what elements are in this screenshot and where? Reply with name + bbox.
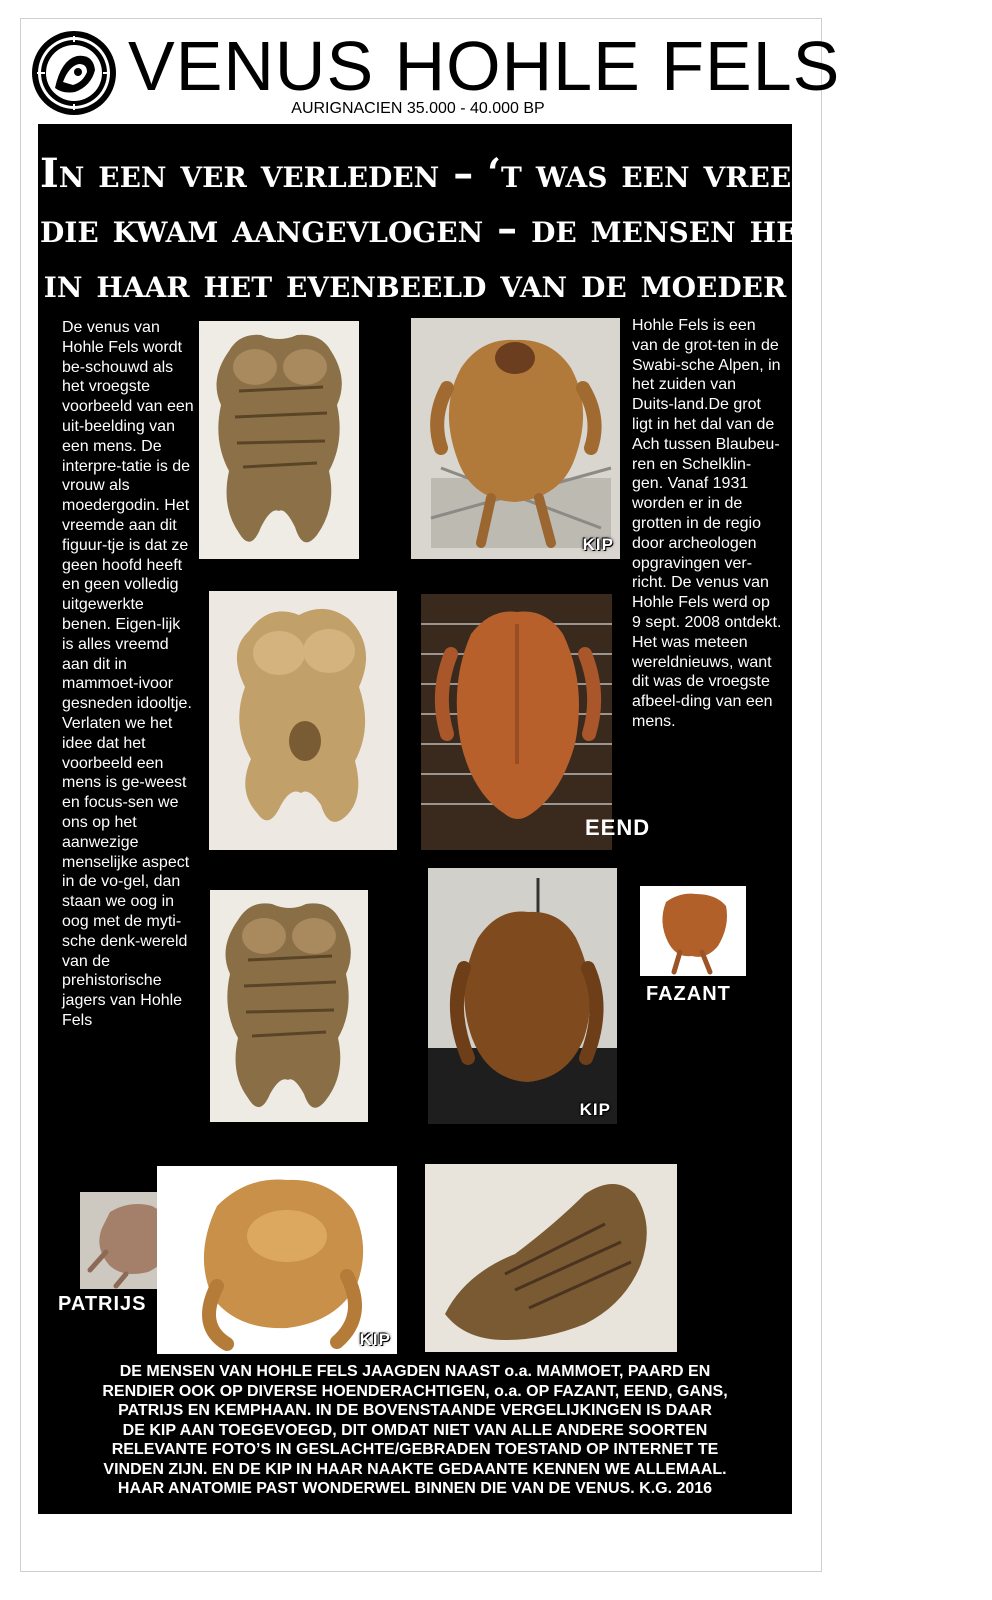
chicken-photo bbox=[428, 868, 617, 1124]
venus-figurine-photo bbox=[199, 321, 359, 559]
pheasant-photo bbox=[640, 886, 746, 976]
photo-label-kip: KIP bbox=[579, 1100, 611, 1119]
headline bbox=[40, 146, 992, 311]
photo-label-eend: EEND bbox=[585, 815, 651, 840]
right-text-column: Hohle Fels is een van de grot-ten in de Swabi-sche Alpen, in het zuiden van Duits-land.De grot ligt in het dal van de Ach tussen Blaubeu-ren en Schelklin-gen. Vanaf 1931 worden er in de grotten in de regio door archeologen opgravingen ver-richt. De venus van Hohle Fels werd op 9 sept. 2008 ontdekt. Het was meteen wereldnieuws, want dit was de vroegste afbeel-ding van een mens. bbox=[632, 317, 782, 730]
venus-figurine-photo bbox=[210, 890, 368, 1122]
footer-line: DE KIP AAN TOEGEVOEGD, DIT OMDAT NIET VAN ALLE ANDERE SOORTEN bbox=[122, 1421, 708, 1439]
footer-line: DE MENSEN VAN HOHLE FELS JAAGDEN NAAST o.a. MAMMOET, PAARD EN bbox=[119, 1363, 711, 1380]
headline-line: die kwam aangevlogen – de mensen herkenden bbox=[40, 205, 964, 252]
chicken-photo bbox=[411, 318, 620, 559]
photo-label-kip: KIP bbox=[582, 535, 614, 554]
venus-figurine-photo bbox=[209, 591, 397, 850]
photo-label-patrijs: PATRIJS bbox=[58, 1293, 147, 1315]
chicken-photo bbox=[157, 1166, 397, 1354]
footer-line: VINDEN ZIJN. EN DE KIP IN HAAR NAAKTE GEDAANTE KENNEN WE ALLEMAAL. bbox=[103, 1460, 727, 1478]
photo-label-fazant: FAZANT bbox=[646, 983, 731, 1005]
footer-line: HAAR ANATOMIE PAST WONDERWEL BINNEN DIE VAN DE VENUS. K.G. 2016 bbox=[117, 1480, 713, 1497]
headline-line: In een ver verleden – ‘t was een vreemde vogel bbox=[40, 150, 992, 197]
headline-line: in haar het evenbeeld van de moeder bbox=[43, 260, 787, 307]
footer-line: PATRIJS EN KEMPHAAN. IN DE BOVENSTAANDE VERGELIJKINGEN IS DAAR bbox=[118, 1402, 712, 1419]
duck-photo bbox=[421, 594, 612, 850]
page-title: VENUS HOHLE FELS bbox=[128, 27, 841, 105]
footer-line: RELEVANTE FOTO’S IN GESLACHTE/GEBRADEN TOESTAND OP INTERNET TE bbox=[111, 1441, 719, 1458]
venus-figurine-photo bbox=[425, 1164, 677, 1352]
left-text-column: De venus van Hohle Fels wordt be-schouwd als het vroegste voorbeeld van een uit-beelding van een mens. De interpre-tatie is de vrouw als moedergodin. Het vreemde aan dit figuur-tje is dat ze geen hoofd heeft en geen volledig uitgewerkte benen. Eigen-lijk is alles vreemd aan dit in mammoet-ivoor gesneden idooltje. Verlaten we het idee dat het voorbeeld een mens is ge-weest en focus-sen we ons op het aanwezige menselijke aspect in de vo-gel, dan staan we oog in oog met de myti-sche denk-wereld van de prehistorische jagers van Hohle Fels bbox=[62, 319, 194, 1029]
photo-label-kip: KIP bbox=[359, 1330, 391, 1349]
footer-text bbox=[50, 1362, 780, 1499]
page-subtitle: AURIGNACIEN 35.000 - 40.000 BP bbox=[291, 100, 545, 117]
logo-emblem bbox=[31, 30, 117, 116]
footer-line: RENDIER OOK OP DIVERSE HOENDERACHTIGEN, o.a. OP FAZANT, EEND, GANS, bbox=[102, 1382, 728, 1400]
